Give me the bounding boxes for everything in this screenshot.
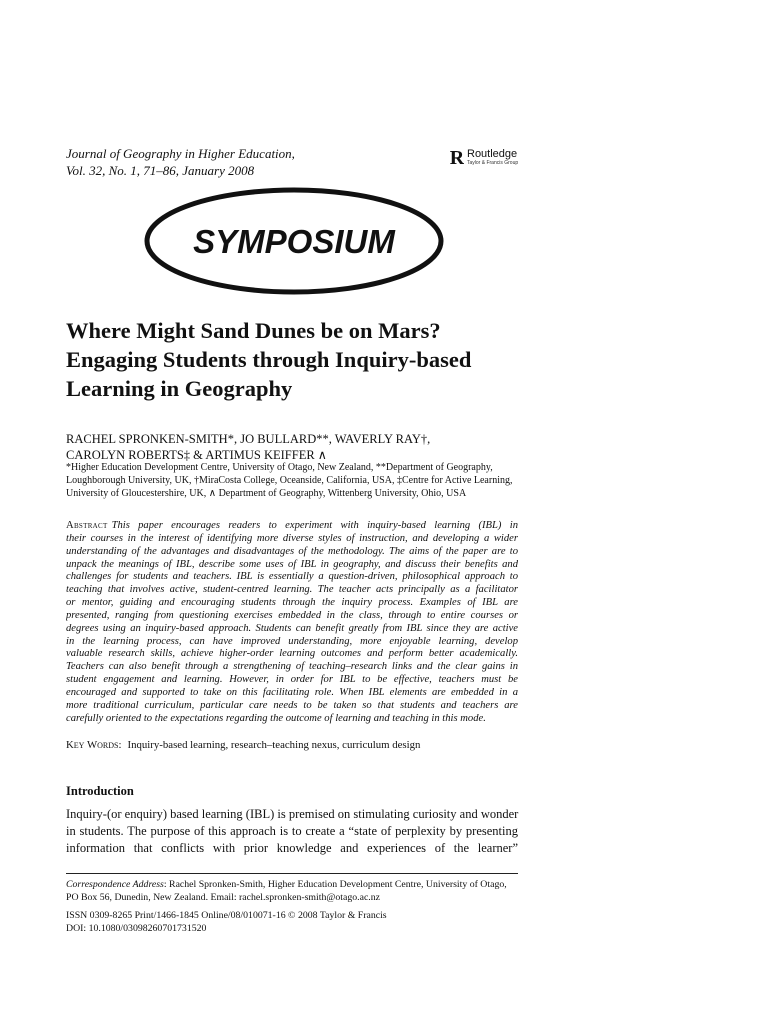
title-line: Engaging Students through Inquiry-based <box>66 347 472 372</box>
abstract-line: Teachers can also benefit through a strengthening of teaching–research links and the clear gains in <box>66 661 518 673</box>
abstract-line: or mentor, guiding and encouraging students through the inquiry process. Examples of IBL are <box>66 597 518 609</box>
abstract-line: degrees using an inquiry-based approach. Students can benefit greatly from IBL since they are active <box>66 622 518 634</box>
keywords-text: Inquiry-based learning, research–teaching nexus, curriculum design <box>127 739 421 751</box>
journal-citation <box>66 145 295 179</box>
svg-text:R: R <box>450 147 464 168</box>
abstract-line: their courses in the interest of identifying more diverse styles of instruction, and developing a wider <box>66 532 518 544</box>
title-line: Learning in Geography <box>66 376 293 401</box>
publisher-name: Routledge <box>467 147 518 160</box>
section-heading-introduction: Introduction <box>66 784 134 798</box>
abstract-line: presented, ranging from questioning exercises embedded in the class, through to entire courses or <box>66 609 518 621</box>
author-line: CAROLYN ROBERTS‡ & ARTIMUS KEIFFER ∧ <box>66 448 327 462</box>
publication-info <box>66 909 387 935</box>
footnote-divider <box>66 873 518 874</box>
abstract-line: valuable research skills, achieve higher-order learning outcomes and perform better academically. <box>66 648 518 660</box>
abstract-line: understanding of the advantages and disadvantages of the methodology. The aims of the paper are to <box>66 545 518 557</box>
title-line: Where Might Sand Dunes be on Mars? <box>66 318 441 343</box>
doi-line: DOI: 10.1080/03098260701731520 <box>66 923 207 934</box>
abstract-line: student engagement and learning. However, in order for IBL to be effective, teachers must be <box>66 674 518 686</box>
abstract-line: more traditional curriculum, particular care needs to be taken so that students and teachers are <box>66 699 518 711</box>
article-title <box>66 316 536 403</box>
keywords <box>66 738 420 752</box>
abstract-line: carefully oriented to the expectations regarding the outcome of learning and teaching in this mode. <box>66 712 486 724</box>
affiliations <box>66 462 512 500</box>
keywords-label: Key Words: <box>66 739 122 751</box>
abstract-line: teaching that involves active, student-centred learning. The teacher acts principally as a facilitator <box>66 584 518 596</box>
introduction-body <box>66 806 518 857</box>
author-list <box>66 431 430 463</box>
publisher-tagline: Taylor & Francis Group <box>467 159 519 166</box>
affiliation-line: Loughborough University, UK, †MiraCosta College, Oceanside, California, USA, ‡Centre for Active Learning, <box>66 474 513 486</box>
affiliation-line: *Higher Education Development Centre, University of Otago, New Zealand, **Department of Geography, <box>66 462 493 473</box>
symposium-badge <box>143 186 445 296</box>
abstract-line: Abstract This paper encourages readers to experiment with inquiry-based learning (IBL) in <box>66 520 518 531</box>
abstract-line: in the learning process, can have improved understanding, more enjoyable learning, develop <box>66 635 518 647</box>
correspondence-address: Correspondence Address: Rachel Spronken-Smith, Higher Education Development Centre, University of Otago, PO Box 56, Dunedin, New Zealand. Email: rachel.spronken-smith@otago.ac.nz <box>66 879 507 903</box>
journal-name: Journal of Geography in Higher Education, <box>66 146 295 161</box>
routledge-mark-icon <box>450 146 464 168</box>
body-line: Inquiry-(or enquiry) based learning (IBL) is premised on stimulating curiosity and wonder <box>66 807 519 821</box>
author-line: RACHEL SPRONKEN-SMITH*, JO BULLARD**, WAVERLY RAY†, <box>66 432 431 446</box>
symposium-label: SYMPOSIUM <box>193 223 395 260</box>
abstract <box>66 520 518 726</box>
abstract-label: Abstract <box>66 520 108 531</box>
abstract-line: challenges for students and teachers. IBL is essentially a question-driven, philosophical approach to <box>66 571 518 583</box>
body-line: in students. The purpose of this approach is to create a “state of perplexity by presenting <box>66 824 518 838</box>
publisher-logo <box>450 146 518 168</box>
journal-volume: Vol. 32, No. 1, 71–86, January 2008 <box>66 163 255 178</box>
correspondence-line: PO Box 56, Dunedin, New Zealand. Email: rachel.spronken-smith@otago.ac.nz <box>66 892 381 903</box>
abstract-line: encouraged and supported to take on this facilitating role. When IBL elements are embedded in a <box>66 686 518 698</box>
correspondence-label: Correspondence Address <box>66 879 164 890</box>
abstract-line: unpack the meanings of IBL, describe some uses of IBL in geography, and discuss their benefits and <box>66 558 518 570</box>
affiliation-line: University of Gloucestershire, UK, ∧ Department of Geography, Wittenberg University, Ohio, USA <box>66 487 467 499</box>
issn-line: ISSN 0309-8265 Print/1466-1845 Online/08/010071-16 © 2008 Taylor & Francis <box>66 910 387 921</box>
body-line: information that conflicts with prior knowledge and experiences of the learner” <box>66 841 518 855</box>
